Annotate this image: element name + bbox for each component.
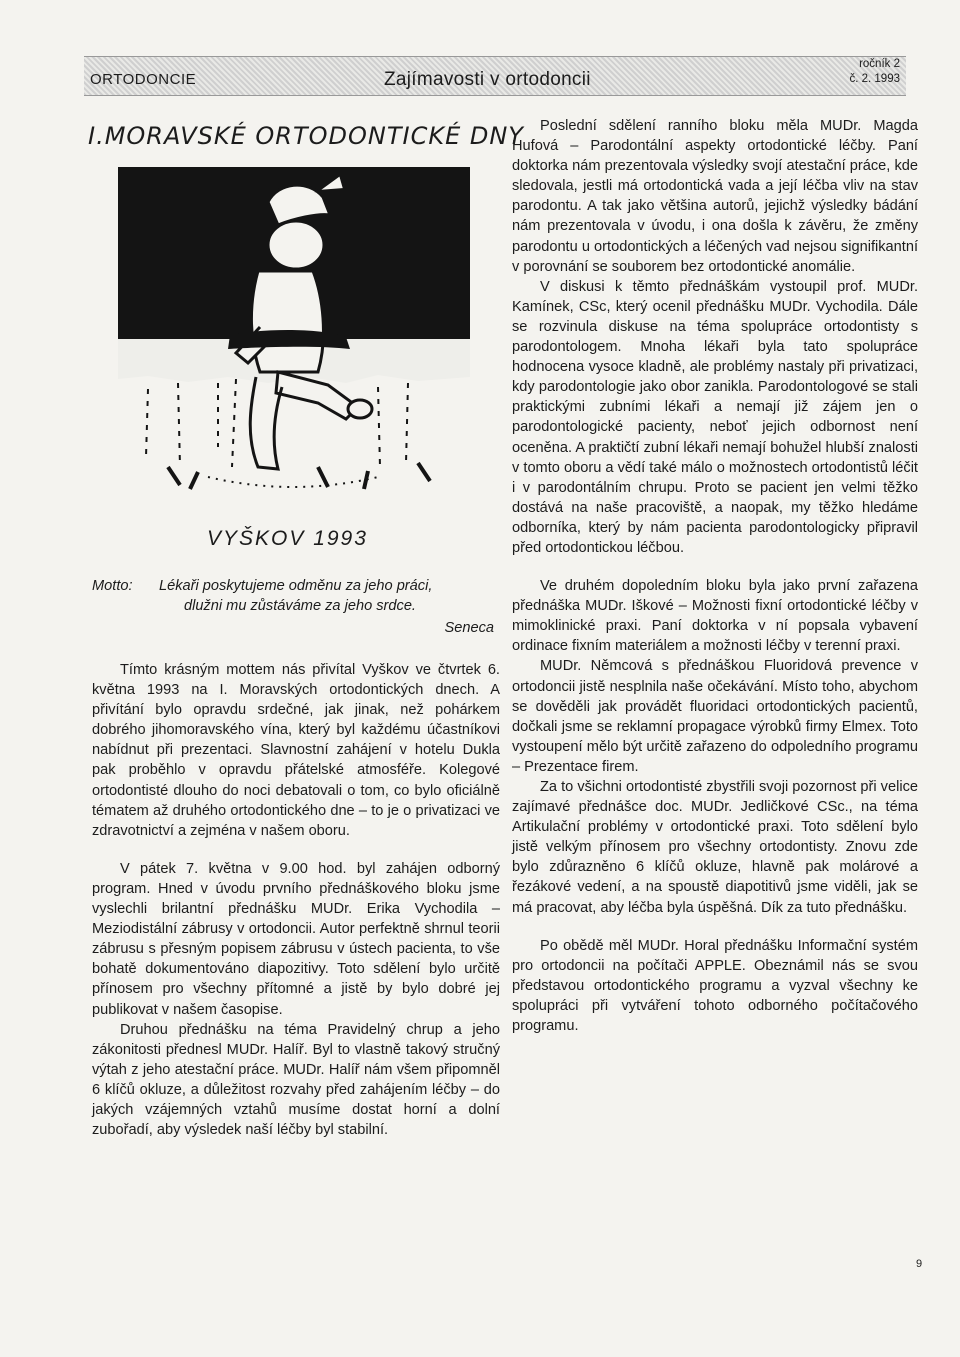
figure-caption: VYŠKOV 1993	[207, 527, 368, 550]
motto-quote-line-1: Lékaři poskytujeme odměnu za jeho práci,	[159, 578, 433, 594]
handwritten-title: I.MORAVSKÉ ORTODONTICKÉ DNY	[88, 122, 524, 150]
paragraph: Za to všichni ortodontisté zbystřili svoji pozornost při velice zajímavé přednášce doc. MUDr. Jedličkové CSc., na téma Artikulační problémy v ortodontické praxi. Toto sdělení bylo jistě velkým přínosem pro všechny ortodontisty. Znovu zde bylo zdůrazněno 6 klíčů okluze, hlavně pak molárové a řezákové vedení, a na spoustě diapotitivů jsme viděli, jak se má pracovat, aby léčba byla úspěšná. Dík za tuto přednášku.	[512, 779, 918, 916]
article-column-right	[512, 116, 918, 1036]
motto-author: Seneca	[444, 620, 494, 636]
paragraph: MUDr. Němcová s přednáškou Fluoridová prevence v ortodoncii jistě nesplnila naše očekávání. Místo toho, abychom se dověděli jak provádět fluoridaci ortodontických pacientů, dočkali jsme se reklamní propagace výrobků firmy Elmex. Toto vystoupení mělo být určitě zařazeno do odpoledního programu – Prezentace firem.	[512, 658, 918, 775]
boy-on-wall-illustration	[118, 167, 470, 525]
topic-label: Zajímavosti v ortodoncii	[384, 69, 591, 90]
motto-quote-line-2: dlužni mu zůstáváme za jeho srdce.	[184, 598, 416, 614]
issue-number: č. 2. 1993	[849, 73, 900, 85]
section-label: ORTODONCIE	[90, 71, 197, 88]
article-column-left	[92, 660, 500, 1140]
issue-year: ročník 2	[859, 58, 900, 70]
page-number: 9	[916, 1258, 923, 1270]
paragraph: Ve druhém dopoledním bloku byla jako první zařazena přednáška MUDr. Iškové – Možnosti fixní ortodontické léčby v mimoklinické praxi. Paní doktorka v ní popsala vybavení ordinace fixním materiálem a možnosti léčby v terenní praxi.	[512, 578, 918, 655]
issue-info	[849, 57, 900, 87]
paragraph: Tímto krásným mottem nás přivítal Vyškov ve čtvrtek 6. května 1993 na I. Moravských ortodontických dnech. A přivítání bylo opravdu srdečné, jak jinak, než pohárkem dobrého jihomoravského vína, který byl každému účastníkovi nabídnut při prezentaci. Slavnostní zahájení v hotelu Dukla pak proběhlo v opravdu přátelské atmosféře. Kolegové ortodontisté dlouho do noci debatovali o tom, co bylo oficiálně tématem až druhého ortodontického dne – to je o privatizaci ve zdravotnictví a zejména v našem oboru.	[92, 662, 500, 839]
paragraph: Po obědě měl MUDr. Horal přednášku Informační systém pro ortodoncii na počítači APPLE. Obeznámil nás se svou představou ortodontického programu a vyzval všechny ke spolupráci při vytváření tohoto odborného počítačového programu.	[512, 937, 918, 1035]
paragraph: Poslední sdělení ranního bloku měla MUDr. Magda Hufová – Parodontální aspekty ortodontické léčby. Paní doktorka nám prezentovala výsledky svojí atestační práce, kde sledovala, jestli má ortodontická vada a její léčba vliv na stav parodontu. A tak jako většina autorů, jejichž výsledky bádání nám prezentovala v úvodu, i ona došla k závěru, že změny parodontu u ortodontických a léčených vad nejsou signifikantní v porovnání se souborem bez ortodontické anomálie.	[512, 118, 918, 275]
page-header	[84, 56, 906, 96]
paragraph: V diskusi k těmto přednáškám vystoupil prof. MUDr. Kamínek, CSc, který ocenil přednášku MUDr. Vychodila. Dále se rozvinula diskuse na téma spolupráce ortodontisty s parodontologem. Mnoha lékaři byla tato spolupráce hodnocena vysoce kladně, ale problémy nastaly při privatizaci, kdy parodontologie jako obor zanikla. Parodontologové se stali praktickými zubními lékaři a nemají již zájem jen o parodontologické pacienty, neboť jejich odbornost není oceněna. A praktičtí zubní lékaři nemají bohužel hlubší znalosti v tomto oboru a vědí také málo o možnostech ortodontistů léčit i v parodontálním chrupu. Proto se pacient jen velmi těžko dostává na naše pracoviště, a naopak, my těžko hledáme odborníka, který by nám pacienta parodontologicky připravil před ortodontickou léčbou.	[512, 278, 918, 556]
paragraph: Druhou přednášku na téma Pravidelný chrup a jeho zákonitosti přednesl MUDr. Halíř. Byl to vlastně takový stručný výtah z jeho atestační práce. MUDr. Halíř nám všem připomněl 6 klíčů okluze, a důležitost rozvahy před zahájením léčby – do jakých vzájemných vztahů musíme dostat horní a dolní zubořadí, aby výsledek naší léčby byl stabilní.	[92, 1021, 500, 1139]
paragraph: V pátek 7. května v 9.00 hod. byl zahájen odborný program. Hned v úvodu prvního přednáškového bloku jsme vyslechli brilantní přednášku MUDr. Erika Vychodila – Meziodistální zábrusy v ortodoncii. Autor perfektně shrnul teorii zábrusu s přesným popisem zábrusu v ústech pacienta, to vše bohatě dokumentováno diapozitivy. Toto sdělení bylo určitě přínosem pro všechny přítomné a jistě by bylo dobré jej publikovat v našem časopise.	[92, 860, 500, 1018]
motto-label: Motto:	[92, 578, 133, 594]
